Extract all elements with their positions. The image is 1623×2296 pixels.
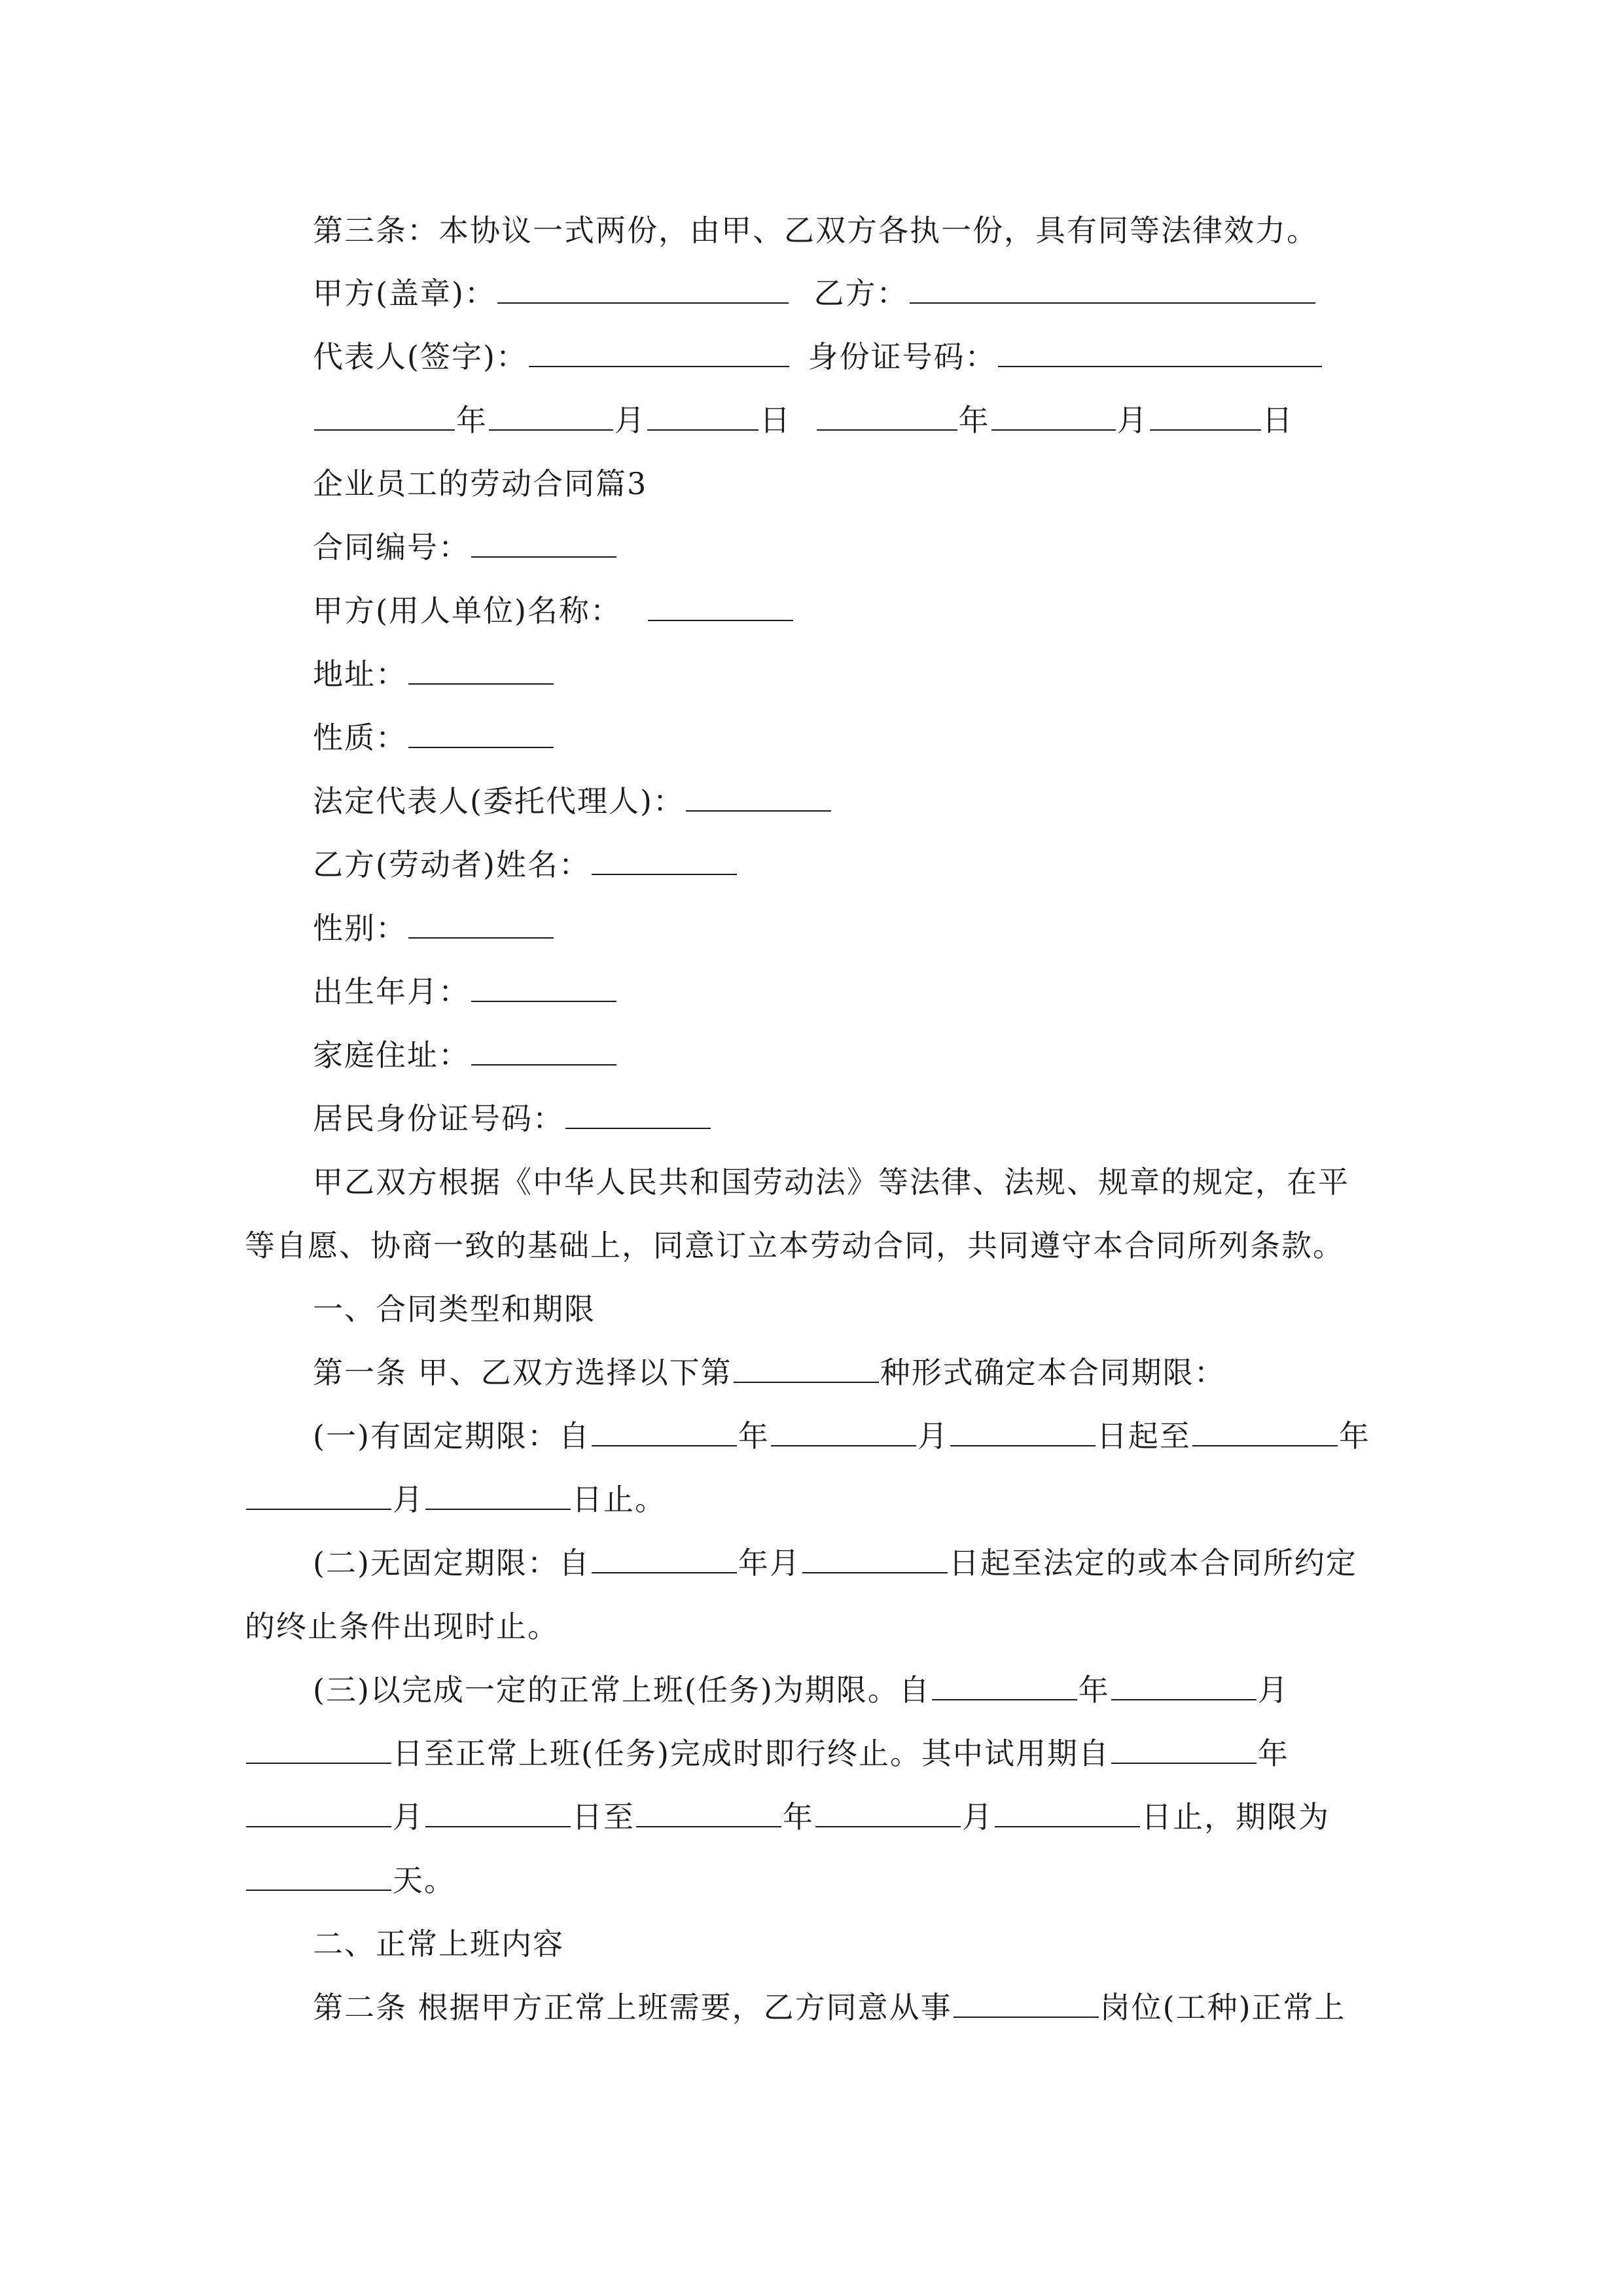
- employee-name-blank: [592, 845, 737, 875]
- days-blank: [246, 1861, 391, 1891]
- month-label: 月: [615, 403, 646, 438]
- party-a-seal-blank: [497, 274, 789, 304]
- open-term-line-1: (二)无固定期限：自 年月 日起至法定的或本合同所约定: [313, 1543, 1357, 1583]
- day-label: 日: [1262, 403, 1294, 438]
- section-2-heading: 二、正常上班内容: [313, 1926, 564, 1962]
- date-blank: [950, 1416, 1096, 1446]
- representative-blank: [529, 337, 789, 367]
- signature-line-2: [313, 337, 1323, 376]
- party-b-label: 乙方：: [813, 276, 908, 311]
- nature-blank: [408, 718, 554, 748]
- section-title: 企业员工的劳动合同篇3: [313, 466, 648, 501]
- gender-blank: [408, 908, 554, 939]
- date-blank: [246, 1797, 391, 1827]
- date-blank: [636, 1797, 781, 1827]
- party-a-seal-label: 甲方(盖章)：: [313, 276, 496, 311]
- signature-date-line: [313, 401, 1294, 440]
- intro-paragraph-line-2: 等自愿、协商一致的基础上，同意订立本劳动合同，共同遵守本合同所列条款。: [245, 1228, 1344, 1263]
- gender-line: 性别：: [313, 908, 555, 948]
- date-blank: [995, 1797, 1140, 1827]
- month-label: 月: [1116, 403, 1149, 438]
- article-3-line: [313, 211, 1318, 250]
- contract-number-line: 合同编号：: [313, 528, 618, 567]
- intro-paragraph-line-1: 甲乙双方根据《中华人民共和国劳动法》等法律、法规、规章的规定，在平: [313, 1164, 1349, 1200]
- date-blank: [991, 401, 1116, 431]
- task-term-line-3: 月 日至 年 月 日止，期限为: [245, 1797, 1330, 1837]
- home-address-blank: [471, 1035, 616, 1066]
- date-blank: [1111, 1734, 1257, 1764]
- date-blank: [932, 1670, 1077, 1700]
- task-term-line-4: 天。: [245, 1861, 455, 1900]
- date-blank: [1150, 401, 1261, 431]
- resident-id-line: 居民身份证号码：: [313, 1099, 712, 1138]
- date-blank: [425, 1797, 571, 1827]
- employer-name-line: 甲方(用人单位)名称：: [313, 591, 794, 630]
- form-choice-blank: [734, 1353, 879, 1383]
- position-blank: [954, 1988, 1099, 2018]
- article-3-text: 第三条：本协议一式两份，由甲、乙双方各执一份，具有同等法律效力。: [313, 213, 1318, 248]
- date-blank: [1111, 1670, 1257, 1700]
- date-blank: [815, 1797, 961, 1827]
- date-blank: [647, 401, 758, 431]
- birth-date-blank: [471, 972, 616, 1002]
- date-blank: [425, 1480, 571, 1510]
- open-term-line-2: 的终止条件出现时止。: [245, 1609, 559, 1644]
- home-address-line: 家庭住址：: [313, 1035, 618, 1075]
- birth-date-line: 出生年月：: [313, 972, 618, 1011]
- year-label: 年: [958, 403, 990, 438]
- address-line: 地址：: [313, 655, 555, 694]
- year-label: 年: [456, 403, 488, 438]
- date-blank: [1192, 1416, 1338, 1446]
- resident-id-blank: [565, 1099, 711, 1129]
- date-blank: [771, 1416, 916, 1446]
- id-number-label: 身份证号码：: [808, 339, 997, 374]
- date-blank: [817, 401, 957, 431]
- representative-label: 代表人(签字)：: [313, 339, 527, 374]
- nature-line: 性质：: [313, 718, 555, 757]
- article-2-line: 第二条 根据甲方正常上班需要，乙方同意从事 岗位(工种)正常上: [313, 1988, 1346, 2027]
- article-1-line: 第一条 甲、乙双方选择以下第 种形式确定本合同期限：: [313, 1353, 1226, 1392]
- legal-representative-line: 法定代表人(委托代理人)：: [313, 781, 832, 821]
- section-1-heading: 一、合同类型和期限: [313, 1291, 596, 1327]
- address-blank: [408, 655, 554, 685]
- date-blank: [592, 1543, 737, 1573]
- date-blank: [314, 401, 455, 431]
- day-label: 日: [760, 403, 791, 438]
- date-blank: [246, 1480, 391, 1510]
- date-blank: [802, 1543, 948, 1573]
- date-blank: [489, 401, 613, 431]
- signature-line-1: [313, 274, 1317, 313]
- fixed-term-line-1: (一)有固定期限：自 年 月 日起至 年: [313, 1416, 1370, 1456]
- contract-number-blank: [471, 528, 616, 558]
- fixed-term-line-2: 月 日止。: [245, 1480, 666, 1519]
- id-number-blank: [998, 337, 1322, 367]
- employee-name-line: 乙方(劳动者)姓名：: [313, 845, 738, 884]
- legal-representative-blank: [686, 781, 831, 812]
- task-term-line-1: (三)以完成一定的正常上班(任务)为期限。自 年 月: [313, 1670, 1289, 1710]
- date-blank: [246, 1734, 391, 1764]
- employer-name-blank: [648, 591, 793, 621]
- task-term-line-2: 日至正常上班(任务)完成时即行终止。其中试用期自 年: [245, 1734, 1289, 1773]
- date-blank: [592, 1416, 737, 1446]
- party-b-blank: [910, 274, 1315, 304]
